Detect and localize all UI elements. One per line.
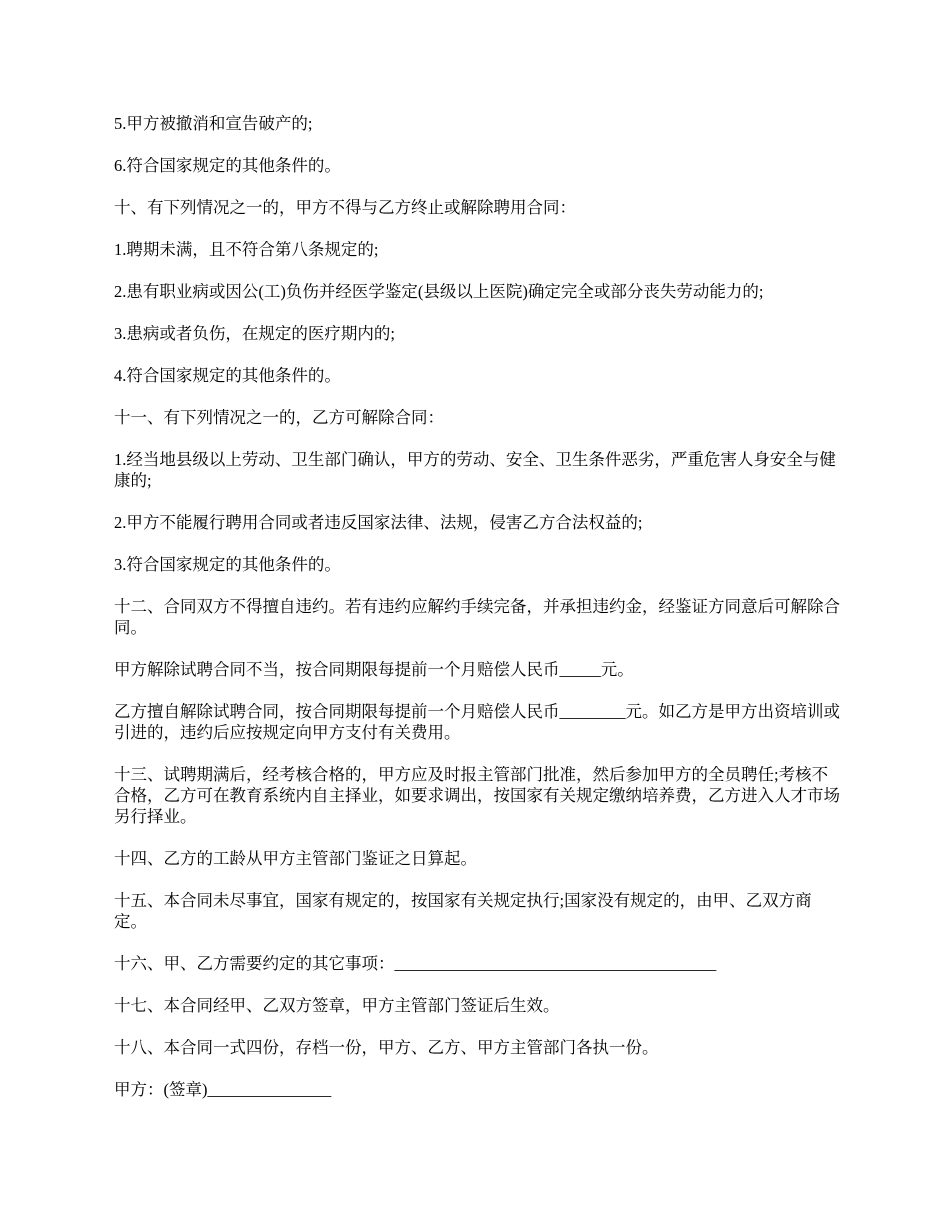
paragraph-party-b-penalty: 乙方擅自解除试聘合同，按合同期限每提前一个月赔偿人民币________元。如乙方是甲方出资培训或引进的，违约后应按规定向甲方支付有关费用。 — [114, 702, 840, 742]
paragraph-article-16: 十六、甲、乙方需要约定的其它事项：_______________________________________ — [114, 954, 717, 973]
paragraph-article-11-item-3: 3.符合国家规定的其他条件的。 — [114, 555, 341, 574]
paragraph-article-12: 十二、合同双方不得擅自违约。若有违约应解约手续完备，并承担违约金，经鉴证方同意后可解除合同。 — [114, 597, 840, 637]
paragraph-article-10-heading: 十、有下列情况之一的，甲方不得与乙方终止或解除聘用合同： — [114, 198, 576, 217]
paragraph-article-17: 十七、本合同经甲、乙双方签章，甲方主管部门签证后生效。 — [114, 996, 560, 1015]
paragraph-article-10-item-1: 1.聘期未满，且不符合第八条规定的; — [114, 240, 379, 259]
paragraph-article-9-item-6: 6.符合国家规定的其他条件的。 — [114, 156, 341, 175]
document-body — [114, 113, 842, 1121]
paragraph-article-10-item-3: 3.患病或者负伤，在规定的医疗期内的; — [114, 324, 395, 343]
paragraph-article-10-item-2: 2.患有职业病或因公(工)负伤并经医学鉴定(县级以上医院)确定完全或部分丧失劳动能力的; — [114, 282, 764, 301]
paragraph-party-a-penalty: 甲方解除试聘合同不当，按合同期限每提前一个月赔偿人民币_____元。 — [114, 660, 634, 679]
paragraph-article-18: 十八、本合同一式四份，存档一份，甲方、乙方、甲方主管部门各执一份。 — [114, 1038, 659, 1057]
paragraph-article-14: 十四、乙方的工龄从甲方主管部门鉴证之日算起。 — [114, 849, 477, 868]
paragraph-article-11-item-2: 2.甲方不能履行聘用合同或者违反国家法律、法规，侵害乙方合法权益的; — [114, 513, 643, 532]
paragraph-article-13: 十三、试聘期满后，经考核合格的，甲方应及时报主管部门批准，然后参加甲方的全员聘任;考核不合格，乙方可在教育系统内自主择业，如要求调出，按国家有关规定缴纳培养费，乙方进入人才市场另行择业。 — [114, 765, 840, 826]
paragraph-article-15: 十五、本合同未尽事宜，国家有规定的，按国家有关规定执行;国家没有规定的，由甲、乙双方商定。 — [114, 891, 812, 931]
paragraph-article-11-item-1: 1.经当地县级以上劳动、卫生部门确认，甲方的劳动、安全、卫生条件恶劣，严重危害人身安全与健康的; — [114, 450, 836, 490]
paragraph-article-11-heading: 十一、有下列情况之一的，乙方可解除合同： — [114, 408, 444, 427]
paragraph-party-a-signature: 甲方：(签章)_______________ — [114, 1080, 332, 1099]
paragraph-article-9-item-5: 5.甲方被撤消和宣告破产的; — [114, 114, 313, 133]
paragraph-article-10-item-4: 4.符合国家规定的其他条件的。 — [114, 366, 341, 385]
